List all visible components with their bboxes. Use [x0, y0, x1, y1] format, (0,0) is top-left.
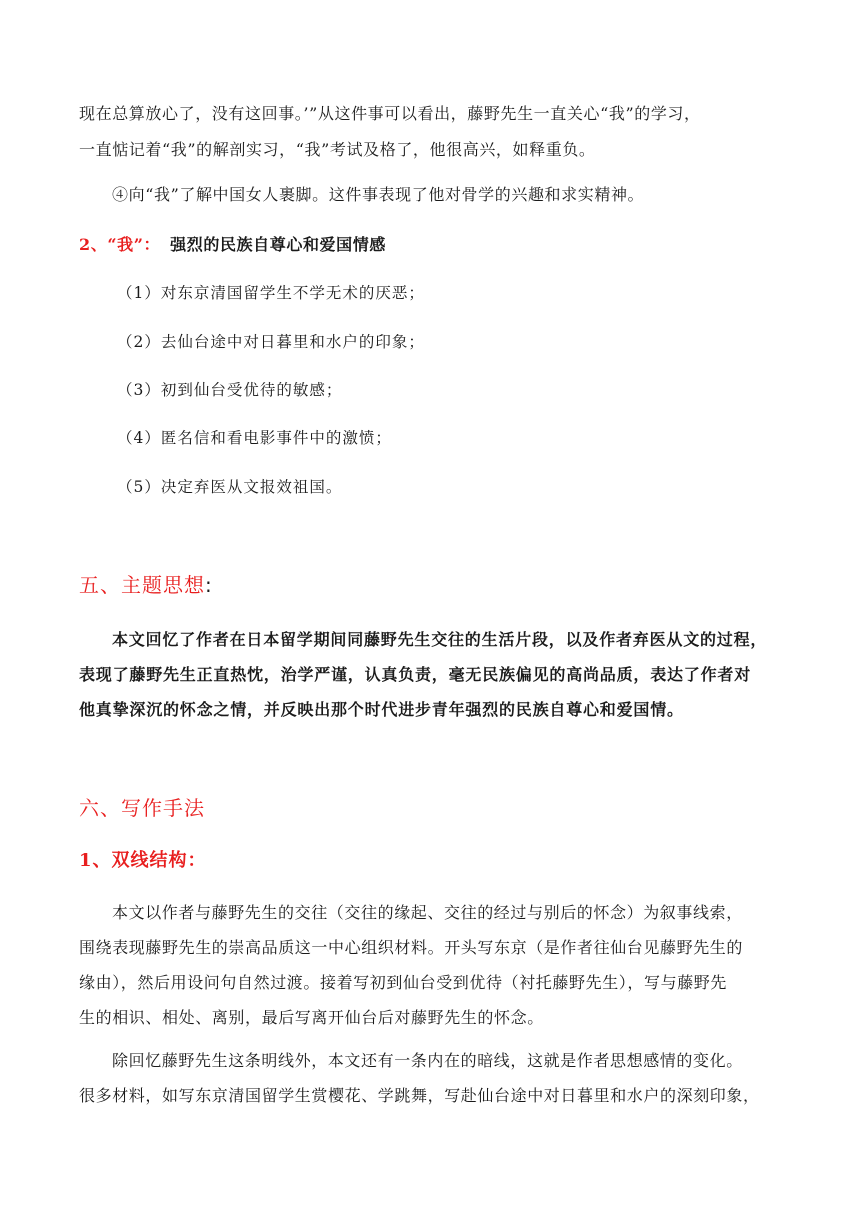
list-item: （5）决定弃医从文报效祖国。 — [117, 478, 343, 496]
body-line: 除回忆藤野先生这条明线外，本文还有一条内在的暗线，这就是作者思想感情的变化。 — [112, 1051, 743, 1070]
theme-line: 他真挚深沉的怀念之情，并反映出那个时代进步青年强烈的民族自尊心和爱国情。 — [79, 700, 684, 719]
section-label: “我”： — [107, 235, 161, 254]
theme-heading-text: 五、主题思想 — [79, 573, 205, 597]
body-line: 生的相识、相处、离别，最后写离开仙台后对藤野先生的怀念。 — [79, 1008, 544, 1027]
body-line: 一直惦记着“我”的解剖实习，“我”考试及格了，他很高兴，如释重负。 — [79, 140, 596, 159]
body-line: ④向“我”了解中国女人裹脚。这件事表现了他对骨学的兴趣和求实精神。 — [112, 185, 645, 204]
writing-subheading: 1、双线结构： — [79, 850, 207, 871]
theme-line: 本文回忆了作者在日本留学期间同藤野先生交往的生活片段，以及作者弃医从文的过程， — [112, 630, 768, 649]
theme-line: 表现了藤野先生正直热忱，治学严谨，认真负责，毫无民族偏见的高尚品质，表达了作者对 — [79, 665, 752, 684]
body-line: 很多材料，如写东京清国留学生赏樱花、学跳舞，写赴仙台途中对日暮里和水户的深刻印象， — [79, 1086, 760, 1105]
list-item: （1）对东京清国留学生不学无术的厌恶； — [117, 284, 425, 302]
section-heading-2 — [79, 235, 386, 255]
body-line: 缘由），然后用设问句自然过渡。接着写初到仙台受到优待（衬托藤野先生），写与藤野先 — [79, 973, 728, 992]
list-item: （2）去仙台途中对日暮里和水户的印象； — [117, 333, 425, 351]
section-title: 强烈的民族自尊心和爱国情感 — [170, 235, 386, 254]
list-item: （3）初到仙台受优待的敏感； — [117, 381, 343, 399]
list-item: （4）匿名信和看电影事件中的激愤； — [117, 429, 392, 447]
theme-heading-colon: : — [205, 573, 213, 597]
writing-heading: 六、写作手法 — [79, 796, 205, 820]
section-number: 2、 — [79, 235, 108, 254]
body-line: 本文以作者与藤野先生的交往（交往的缘起、交往的经过与别后的怀念）为叙事线索， — [112, 903, 743, 922]
theme-heading — [79, 573, 213, 597]
body-line: 围绕表现藤野先生的崇高品质这一中心组织材料。开头写东京（是作者往仙台见藤野先生的 — [79, 938, 744, 957]
body-line: 现在总算放心了，没有这回事。’”从这件事可以看出，藤野先生一直关心“我”的学习， — [79, 104, 701, 123]
